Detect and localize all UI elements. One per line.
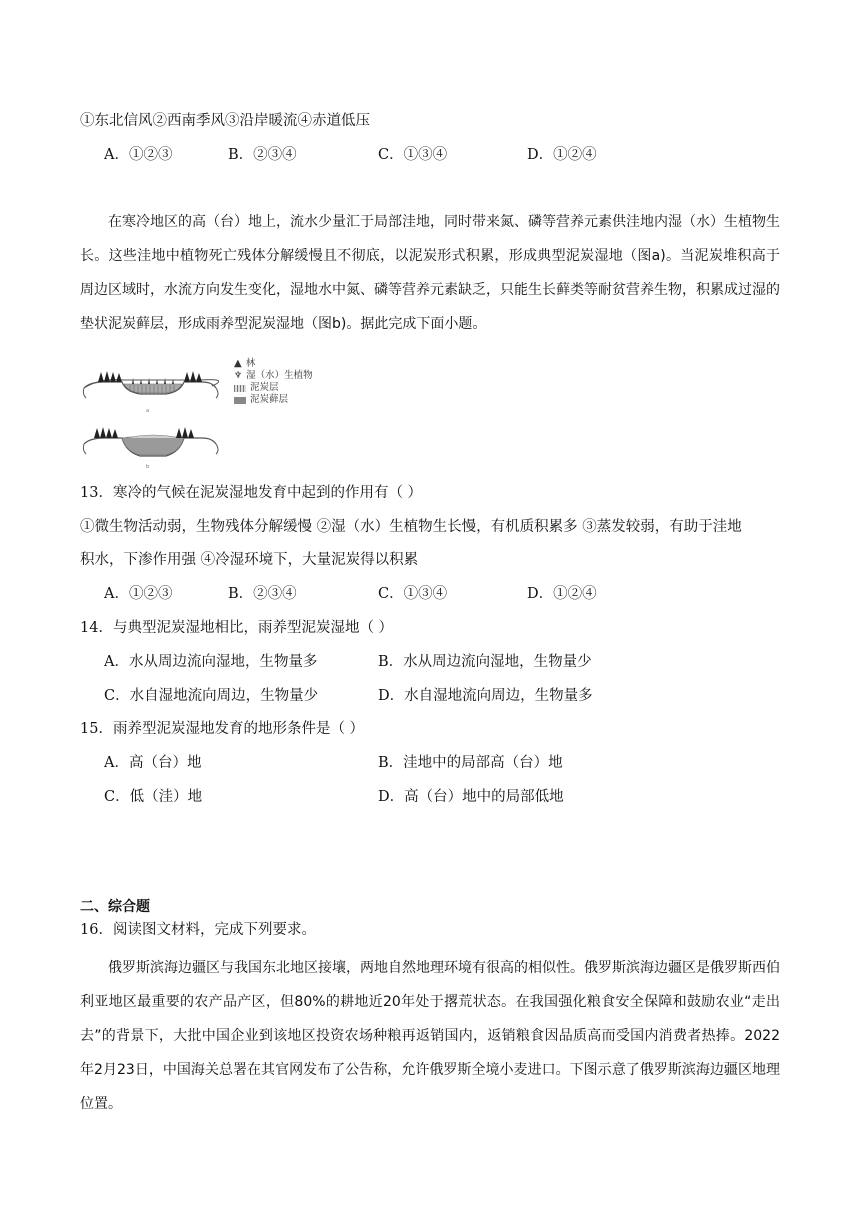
q14-option-c: C．水自湿地流向周边，生物量少 bbox=[104, 688, 319, 704]
legend-item-forest: ▲ 林 bbox=[234, 358, 256, 369]
passage-russia-primorsky: 俄罗斯滨海边疆区与我国东北地区接壤，两地自然地理环境有很高的相似性。俄罗斯滨海边疆区是俄罗斯西伯利亚地区最重要的农产品产区，但80%的耕地近20年处于撂荒状态。在我国强化粮食安全保障和鼓励农业“走出去”的背景下，大批中国企业到该地区投资农场种粮再返销国内，返销粮食因品质高而受国内消费者热捧。2022年2月23日，中国海关总署在其官网发布了公告称，允许俄罗斯全境小麦进口。下图示意了俄罗斯滨海边疆区地理位置。 bbox=[80, 960, 780, 1112]
figure-b-label: b bbox=[146, 464, 150, 470]
q12-option-b: B．②③④ bbox=[228, 147, 297, 163]
q13-option-d: D．①②④ bbox=[527, 586, 597, 602]
q14-option-a: A．水从周边流向湿地，生物量多 bbox=[104, 654, 318, 670]
q13-choices-line1: ①微生物活动弱，生物残体分解缓慢 ②湿（水）生植物生长慢，有机质积累多 ③蒸发较弱，有助于洼地 bbox=[80, 519, 742, 535]
legend-item-moss: 泥炭藓层 bbox=[234, 394, 313, 406]
legend-item-plants: ♆ 湿（水）生植物 bbox=[234, 370, 313, 381]
figure-legend bbox=[234, 358, 313, 406]
q13-option-b: B．②③④ bbox=[228, 586, 297, 602]
peat-swatch-icon bbox=[234, 385, 246, 392]
figure-a-label: a bbox=[146, 408, 150, 414]
q12-option-d: D．①②④ bbox=[527, 147, 597, 163]
q13-option-a: A．①②③ bbox=[104, 586, 173, 602]
q15-option-a: A．高（台）地 bbox=[104, 755, 202, 771]
q15-option-c: C．低（洼）地 bbox=[104, 789, 203, 805]
q15-stem: 15．雨养型泥炭湿地发育的地形条件是（ ） bbox=[80, 721, 365, 737]
q14-stem: 14．与典型泥炭湿地相比，雨养型泥炭湿地（ ） bbox=[80, 620, 394, 636]
q12-option-c: C．①③④ bbox=[378, 147, 448, 163]
q13-choices-line2: 积水，下渗作用强 ④冷湿环境下，大量泥炭得以积累 bbox=[80, 552, 419, 568]
passage-peat-wetland: 在寒冷地区的高（台）地上，流水少量汇于局部洼地，同时带来氮、磷等营养元素供洼地内湿（水）生植物生长。这些洼地中植物死亡残体分解缓慢且不彻底，以泥炭形式积累，形成典型泥炭湿地（图a)。当泥炭堆积高于周边区域时，水流方向发生变化，湿地水中氮、磷等营养元素缺乏，只能生长藓类等耐贫营养生物，积累成过湿的垫状泥炭藓层，形成雨养型泥炭湿地（图b)。据此完成下面小题。 bbox=[80, 214, 780, 332]
q15-option-d: D．高（台）地中的局部低地 bbox=[378, 789, 564, 805]
q14-option-d: D．水自湿地流向周边，生物量多 bbox=[378, 688, 593, 704]
figure-b-profile bbox=[83, 427, 218, 456]
q15-option-b: B．洼地中的局部高（台）地 bbox=[378, 755, 563, 771]
moss-swatch-icon bbox=[234, 397, 246, 404]
q12-option-a: A．①②③ bbox=[104, 147, 173, 163]
q12-stem: ①东北信风②西南季风③沿岸暖流④赤道低压 bbox=[80, 113, 370, 129]
q13-stem: 13．寒冷的气候在泥炭湿地发育中起到的作用有（ ） bbox=[80, 485, 423, 501]
q16-stem: 16．阅读图文材料，完成下列要求。 bbox=[80, 922, 316, 938]
q13-option-c: C．①③④ bbox=[378, 586, 448, 602]
plant-icon: ♆ bbox=[234, 371, 243, 381]
figure-a-profile bbox=[83, 371, 218, 398]
tree-icon: ▲ bbox=[234, 358, 242, 369]
legend-item-peat: 泥炭层 bbox=[234, 382, 313, 394]
q14-option-b: B．水从周边流向湿地，生物量少 bbox=[378, 654, 592, 670]
section-heading: 二、综合题 bbox=[80, 899, 150, 915]
